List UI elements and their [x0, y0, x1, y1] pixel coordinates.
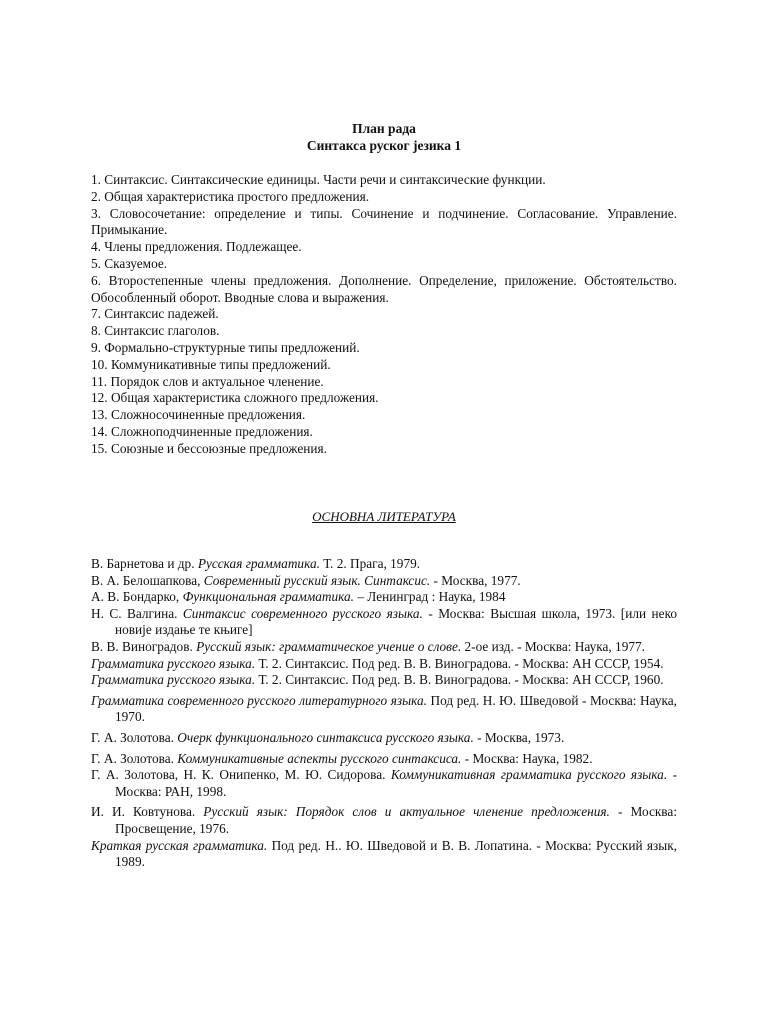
ref-author: И. И. Ковтунова. [91, 804, 204, 820]
ref-title: Современный русский язык. Синтаксис. [203, 572, 431, 588]
topic-item: 3. Словосочетание: определение и типы. Сочинение и подчинение. Согласование. Управление. Примыкание. [91, 205, 677, 238]
ref-title: Русский язык: Порядок слов и актуальное членение предложения. [203, 804, 610, 820]
topic-item: 4. Члены предложения. Подлежащее. [91, 239, 302, 255]
ref-publication: – Ленинград : Наука, 1984 [354, 589, 506, 605]
page-title: План рада [352, 121, 416, 136]
topic-item: 2. Общая характеристика простого предложения. [91, 188, 370, 204]
topic-item: 8. Синтаксис глаголов. [91, 323, 220, 339]
ref-title: Коммуникативные аспекты русского синтаксиса. [177, 750, 462, 766]
reference-item [91, 573, 677, 590]
topic-list [91, 172, 677, 458]
topic-item: 13. Сложносочиненные предложения. [91, 407, 306, 423]
ref-author: В. Барнетова и др. [91, 556, 198, 571]
ref-publication: - Москва, 1977. [430, 572, 521, 588]
reference-item [91, 606, 677, 639]
topic-item: 10. Коммуникативные типы предложений. [91, 356, 331, 372]
ref-title: Очерк функционального синтаксиса русского языка. [177, 729, 474, 745]
topic-item: 7. Синтаксис падежей. [91, 306, 219, 322]
ref-publication: - Москва, 1973. [473, 729, 565, 745]
reference-item [91, 589, 677, 606]
ref-publication: - Москва: РАН, 1998. [115, 767, 677, 799]
reference-item [91, 639, 677, 656]
ref-publication: 2-ое изд. - Москва: Наука, 1977. [461, 638, 645, 654]
ref-author: В. В. Виноградов. [91, 638, 197, 654]
topic-item: 5. Сказуемое. [91, 255, 168, 271]
ref-title: Краткая русская грамматика. [91, 837, 268, 853]
ref-author: А. В. Бондарко, [91, 589, 183, 605]
topic-item: 9. Формально-структурные типы предложений. [91, 339, 360, 355]
ref-title: Грамматика русского языка. [91, 655, 256, 671]
reference-item [91, 556, 677, 573]
literature-heading: ОСНОВНА ЛИТЕРАТУРА [312, 509, 456, 524]
ref-title: Функциональная грамматика. [182, 589, 354, 605]
ref-author: Г. А. Золотова. [91, 729, 178, 745]
ref-author: Н. С. Валгина. [91, 605, 183, 621]
topic-item: 15. Союзные и бессоюзные предложения. [91, 440, 327, 456]
course-title: Синтакса руског језика 1 [306, 138, 462, 153]
reference-list [91, 556, 677, 871]
reference-item [91, 751, 677, 768]
topic-item: 1. Синтаксис. Синтаксические единицы. Части речи и синтаксические функции. [91, 172, 546, 187]
ref-publication: Под ред. Н. Ю. Шведовой - Москва: Наука, 1970. [115, 692, 677, 725]
ref-title: Русский язык: грамматическое учение о слове. [196, 638, 462, 654]
reference-item [91, 838, 677, 871]
topic-item: 6. Второстепенные члены предложения. Дополнение. Определение, приложение. Обстоятельство. Обособленный оборот. Вводные слова и выражения. [91, 272, 677, 305]
ref-title: Грамматика русского языка. [91, 672, 256, 688]
topic-item: 12. Общая характеристика сложного предложения. [91, 390, 379, 406]
topic-item: 11. Порядок слов и актуальное членение. [91, 373, 324, 389]
ref-publication: Под ред. Н.. Ю. Шведовой и В. В. Лопатина. - Москва: Русский язык, 1989. [115, 837, 677, 870]
reference-item [91, 767, 677, 800]
ref-publication: - Москва: Высшая школа, 1973. [или неко новије издање те књиге] [115, 605, 677, 638]
ref-title: Синтаксис современного русского языка. [182, 605, 423, 621]
ref-publication: Т. 2. Синтаксис. Под ред. В. В. Виноградова. - Москва: АН СССР, 1960. [255, 672, 664, 688]
ref-author: В. А. Белошапкова, [91, 572, 204, 588]
reference-item [91, 730, 677, 747]
ref-publication: Т. 2. Прага, 1979. [319, 556, 421, 571]
ref-publication: Т. 2. Синтаксис. Под ред. В. В. Виноградова. - Москва: АН СССР, 1954. [255, 655, 664, 671]
ref-publication: - Москва: Просвещение, 1976. [115, 804, 678, 836]
ref-publication: - Москва: Наука, 1982. [461, 750, 593, 766]
ref-author: Г. А. Золотова. [91, 750, 178, 766]
reference-item [91, 804, 677, 837]
topic-item: 14. Сложноподчиненные предложения. [91, 423, 313, 439]
reference-item [91, 693, 677, 726]
ref-title: Русская грамматика. [197, 556, 320, 571]
ref-author: Г. А. Золотова, Н. К. Онипенко, М. Ю. Сидорова. [91, 767, 391, 783]
reference-item [91, 656, 677, 673]
reference-item [91, 672, 677, 689]
ref-title: Грамматика современного русского литературного языка. [91, 692, 427, 708]
ref-title: Коммуникативная грамматика русского языка. [390, 767, 668, 783]
